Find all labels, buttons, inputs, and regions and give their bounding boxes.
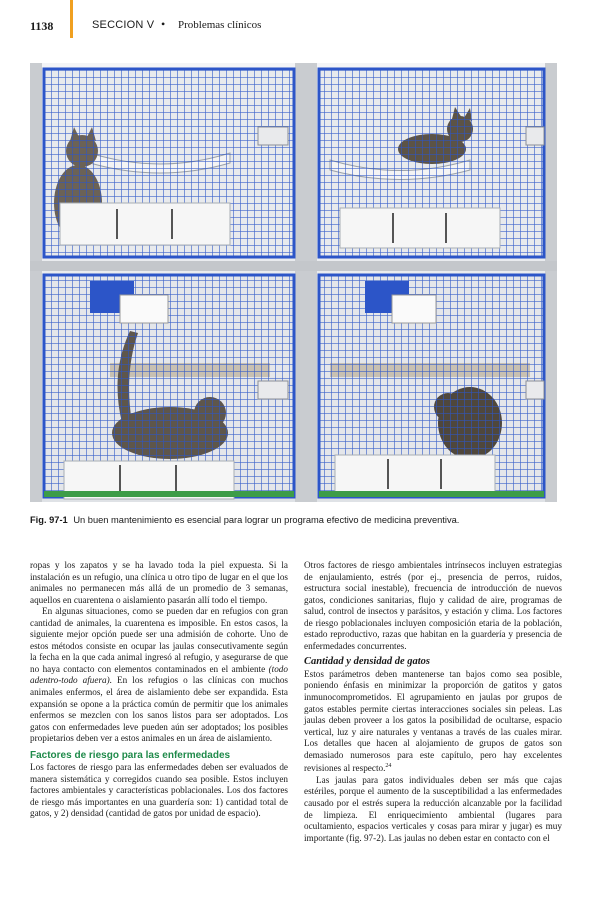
text-column-right — [304, 560, 562, 844]
paragraph: Los factores de riesgo para las enfermedades deben ser evaluados de manera sistemática y corregidos cuando sea posible. Estos incluyen factores ambientales y características poblacionales. Los dos factores de riesgo más importantes en una guardería son: 1) cantidad total de gatos, y 2) densidad (cantidad de gatos por unidad de espacio). — [30, 762, 288, 819]
figure-caption — [30, 514, 570, 526]
paragraph: Otros factores de riesgo ambientales intrínsecos incluyen estrategias de enjaulamiento, estrés (por ej., presencia de perros, ruidos, estructura social inestable), frecuencia de introducción de nuevos gatos, condiciones sanitarias, flujo y calidad de aire, programas de salud, control de insectos y parásitos, y estación y clima. Los factores de riesgo poblacionales incluyen composición etaria de la población, estado reproductivo, razas que habitan en la guardería y presencia de enfermedades concurrentes. — [304, 560, 562, 651]
header-divider — [70, 0, 73, 38]
paragraph: En algunas situaciones, como se pueden dar en refugios con gran cantidad de animales, la cuarentena es imposible. En estos casos, la siguiente mejor opción puede ser una admisión de cohorte. Uno de estos métodos consiste en ocupar las jaulas consecutivamente según la fecha en la que cada animal ingresó al refugio, y asegurarse de que no haya contacto con elementos contaminados en el ambiente (todo adentro-todo afuera). En los refugios o las clínicas con muchos animales enfermos, el área de aislamiento debe ser expandida. Esta expansión se opone a la práctica común de permitir que los animales enfermos se mezclen con los sanos listos para ser adoptados. Los gatos con enfermedades leve pueden aún ser adoptados; los posibles propietarios deben ver a estos animales en un área de aislamiento. — [30, 606, 288, 744]
section-heading: Factores de riesgo para las enfermedades — [30, 749, 231, 761]
paragraph: Las jaulas para gatos individuales deben ser más que cajas estériles, porque el aumento de la susceptibilidad a las enfermedades causado por el estrés supera la reducción alcanzable por la facilidad de limpieza. El enriquecimiento ambiental (lugares para ocultamiento, espacios verticales y cosas para mirar y jugar) es muy importante (fig. 97-2). Las jaulas no deben estar en contacto con el — [304, 774, 562, 843]
header-bullet: • — [161, 17, 166, 31]
subsection-heading: Cantidad y densidad de gatos — [304, 656, 431, 668]
chapter-title: Problemas clínicos — [178, 19, 262, 31]
figure-photo-cat-cages — [30, 63, 557, 502]
figure-label: Fig. 97-1 — [30, 515, 68, 525]
paragraph: ropas y los zapatos y se ha lavado toda la piel expuesta. Si la instalación es un refugio, una clínica u otro tipo de lugar en el que los animales no permanecen más allá de un promedio de 3 semanas, aquellos en cuarentena o aislamiento pasarán allí todo el tiempo. — [30, 560, 288, 605]
page-number: 1138 — [30, 19, 54, 33]
reference-marker: 24 — [385, 763, 392, 770]
figure-caption-text: Un buen mantenimiento es esencial para lograr un programa efectivo de medicina preventiva. — [73, 515, 460, 525]
section-title: SECCION V — [92, 19, 155, 31]
text-column-left — [30, 560, 288, 820]
paragraph: Estos parámetros deben mantenerse tan bajos como sea posible, poniendo énfasis en minimizar la proporción de gatitos y gatos inmunocomprometidos. El agrupamiento en jaulas por grupos de gatos estables permite ciertas interacciones sociales sin peleas. Las jaulas deben proveer a los gatos la posibilidad de ocultarse, espacio vertical, luz y aire naturales y ventanas a través de las cuales mirar. Los detalles que hacen al alojamiento de grupos de gatos son demasiado numerosos para este capítulo, pero hay excelentes revisiones al respecto.$^{24}$ — [304, 668, 562, 774]
running-header — [30, 14, 570, 40]
